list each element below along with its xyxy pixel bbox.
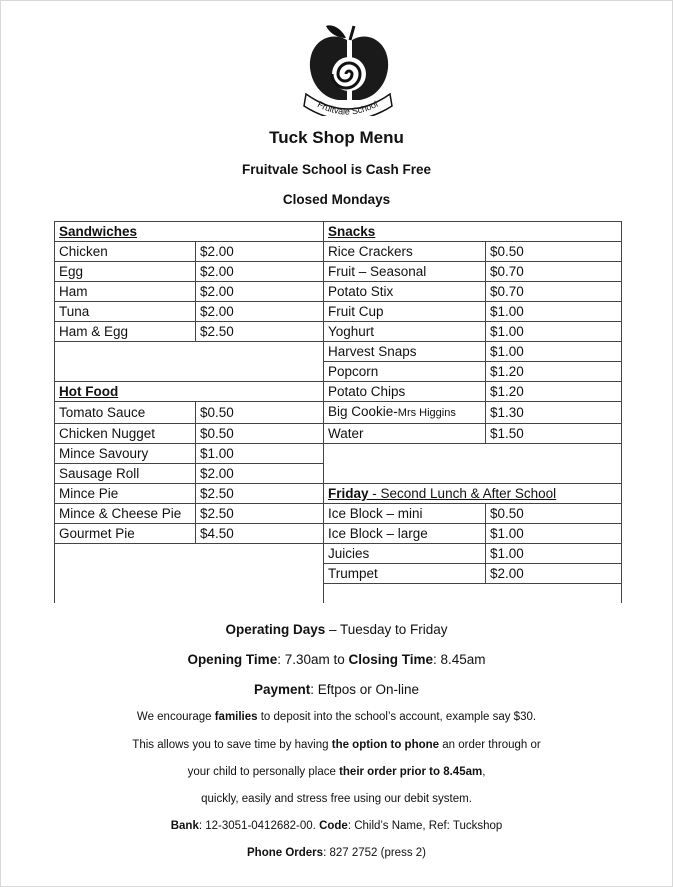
- table-row: [55, 424, 622, 444]
- table-row: [55, 322, 622, 342]
- table-row: [55, 282, 622, 302]
- left-item-name: Ham & Egg: [55, 322, 196, 342]
- left-item-price: $0.50: [196, 402, 324, 424]
- left-item-name: Chicken: [55, 242, 196, 262]
- payment-info: Payment: Eftpos or On-line: [253, 682, 420, 697]
- left-item-name: Chicken Nugget: [55, 424, 196, 444]
- cash-free-notice: Fruitvale School is Cash Free: [241, 162, 432, 177]
- right-item-price: $1.00: [486, 322, 622, 342]
- left-item-name: Mince & Cheese Pie: [55, 504, 196, 524]
- right-item-price: $1.00: [486, 342, 622, 362]
- table-row: [55, 382, 622, 402]
- table-row: [55, 362, 622, 382]
- table-row: [55, 504, 622, 524]
- right-item-name: Big Cookie-Mrs Higgins: [324, 402, 486, 424]
- left-item-name: Tomato Sauce: [55, 402, 196, 424]
- left-blank-cell: [55, 362, 324, 382]
- right-item-name: Fruit – Seasonal: [324, 262, 486, 282]
- right-item-name: Fruit Cup: [324, 302, 486, 322]
- right-blank-cell: [324, 584, 622, 604]
- right-item-name: Rice Crackers: [324, 242, 486, 262]
- right-item-name: Potato Chips: [324, 382, 486, 402]
- left-item-price: $2.50: [196, 504, 324, 524]
- table-row: [55, 544, 622, 564]
- table-row: [55, 584, 622, 604]
- right-item-price: $1.20: [486, 362, 622, 382]
- right-item-name: Popcorn: [324, 362, 486, 382]
- left-section-heading: Hot Food: [55, 382, 324, 402]
- right-item-price: $1.00: [486, 544, 622, 564]
- right-item-price: $0.70: [486, 262, 622, 282]
- table-row: [55, 222, 622, 242]
- deposit-paragraph-line2: This allows you to save time by having the option to phone an order through or: [132, 739, 541, 751]
- table-row: [55, 402, 622, 424]
- right-item-name: Water: [324, 424, 486, 444]
- right-item-name: Harvest Snaps: [324, 342, 486, 362]
- operating-days: Operating Days – Tuesday to Friday: [225, 622, 448, 637]
- left-item-price: $2.00: [196, 262, 324, 282]
- left-blank-cell: [55, 342, 324, 362]
- table-row: [55, 262, 622, 282]
- school-logo-apple-icon: [300, 20, 396, 116]
- right-blank-cell: [324, 464, 622, 484]
- left-blank-cell: [55, 544, 324, 564]
- deposit-paragraph-line4: quickly, easily and stress free using our debit system.: [201, 793, 472, 805]
- right-item-name: Trumpet: [324, 564, 486, 584]
- table-row: [55, 464, 622, 484]
- right-item-name: Ice Block – large: [324, 524, 486, 544]
- deposit-paragraph-line1: We encourage families to deposit into the school’s account, example say $30.: [136, 711, 537, 723]
- left-item-name: Gourmet Pie: [55, 524, 196, 544]
- deposit-paragraph-line3: your child to personally place their order prior to 8.45am,: [187, 766, 486, 778]
- table-row: [55, 524, 622, 544]
- left-item-name: Tuna: [55, 302, 196, 322]
- left-item-price: $2.50: [196, 322, 324, 342]
- bank-details: Bank: 12-3051-0412682-00. Code: Child’s Name, Ref: Tuckshop: [170, 820, 503, 832]
- left-item-price: $4.50: [196, 524, 324, 544]
- right-item-name: Yoghurt: [324, 322, 486, 342]
- left-section-heading: Sandwiches: [55, 222, 324, 242]
- menu-table: [54, 221, 622, 603]
- left-item-name: Egg: [55, 262, 196, 282]
- left-item-price: $2.00: [196, 282, 324, 302]
- right-item-name: Potato Stix: [324, 282, 486, 302]
- right-item-price: $0.50: [486, 504, 622, 524]
- closed-notice: Closed Mondays: [282, 192, 391, 207]
- right-item-name: Juicies: [324, 544, 486, 564]
- right-blank-cell: [324, 444, 622, 464]
- opening-time: Opening Time: 7.30am to Closing Time: 8.45am: [187, 652, 486, 667]
- table-row: [55, 444, 622, 464]
- table-row: [55, 484, 622, 504]
- right-item-price: $2.00: [486, 564, 622, 584]
- table-row: [55, 342, 622, 362]
- right-item-price: $1.20: [486, 382, 622, 402]
- right-section-heading: Snacks: [324, 222, 622, 242]
- logo-banner-text: Fruitvale School: [315, 98, 380, 116]
- left-item-name: Mince Pie: [55, 484, 196, 504]
- right-item-name: Ice Block – mini: [324, 504, 486, 524]
- friday-section-heading: Friday - Second Lunch & After School: [324, 484, 622, 504]
- right-item-price: $1.00: [486, 302, 622, 322]
- left-item-price: $2.00: [196, 464, 324, 484]
- left-item-name: Mince Savoury: [55, 444, 196, 464]
- right-item-price: $1.30: [486, 402, 622, 424]
- left-blank-cell: [55, 584, 324, 604]
- page-title: Tuck Shop Menu: [269, 128, 404, 147]
- left-item-price: $2.50: [196, 484, 324, 504]
- left-blank-cell: [55, 564, 324, 584]
- phone-orders: Phone Orders: 827 2752 (press 2): [247, 847, 426, 859]
- table-row: [55, 242, 622, 262]
- left-item-name: Sausage Roll: [55, 464, 196, 484]
- table-row: [55, 302, 622, 322]
- right-item-price: $0.50: [486, 242, 622, 262]
- left-item-name: Ham: [55, 282, 196, 302]
- left-item-price: $1.00: [196, 444, 324, 464]
- right-item-price: $0.70: [486, 282, 622, 302]
- left-item-price: $2.00: [196, 242, 324, 262]
- item-name-note: Mrs Higgins: [397, 407, 456, 419]
- table-row: [55, 564, 622, 584]
- left-item-price: $0.50: [196, 424, 324, 444]
- right-item-price: $1.00: [486, 524, 622, 544]
- right-item-price: $1.50: [486, 424, 622, 444]
- left-item-price: $2.00: [196, 302, 324, 322]
